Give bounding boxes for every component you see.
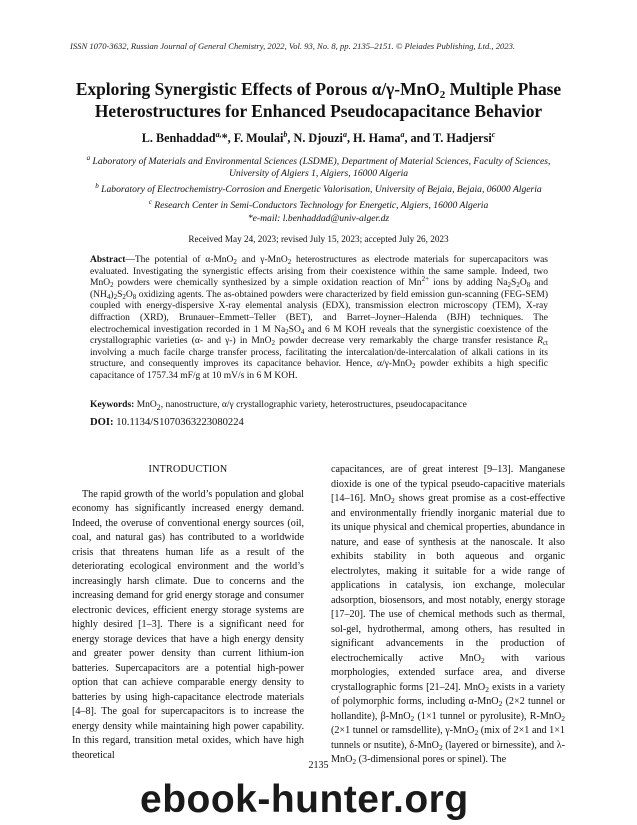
- author-affil-mark: b: [283, 130, 288, 139]
- affiliation-text: Research Center in Semi-Conductors Technology for Energetic, Algiers, 16000 Algeria: [154, 200, 489, 212]
- page-number: 2135: [308, 760, 329, 771]
- affiliation-a-line2: University of Algiers 1, Algiers, 16000 Algeria: [228, 168, 409, 180]
- abstract: [90, 255, 548, 383]
- abstract-text: powder decrease very remarkably the charge transfer resistance: [274, 336, 538, 347]
- abstract-text: powder exhibits a high specific capacitance of 1757.34 mF/g at 10 mV/s in 6 M KOH.: [90, 359, 548, 381]
- abstract-text: and 6 M KOH reveals that the synergistic coexistence of the crystallographic varieties (α- and γ-) in MnO: [90, 324, 548, 347]
- abstract-text: ions by adding Na: [429, 278, 508, 289]
- watermark: ebook-hunter.org: [140, 778, 469, 821]
- author-affil-mark: c: [491, 130, 496, 139]
- subscript: 2: [485, 684, 489, 694]
- abstract-text: —The potential of α-MnO: [125, 255, 234, 265]
- affiliation-mark: c: [148, 198, 152, 207]
- abstract-text: involving a much facile charge transfer process, facilitating the intercalation/de-intercalation of alkali cations in its structure, and consequently improves its capacitance behavior. Hence, α/γ-MnO: [90, 347, 548, 370]
- subscript: 2: [438, 742, 443, 752]
- subscript: 2: [412, 362, 416, 371]
- received-dates: Received May 24, 2023; revised July 15, 2023; accepted July 26, 2023: [188, 234, 449, 244]
- affiliation-text: Laboratory of Materials and Environmental Sciences (LSDME), Department of Material Sciences, Faculty of Sciences,: [92, 156, 551, 168]
- subscript: 2: [474, 728, 479, 737]
- title-subscript: 2: [439, 89, 446, 101]
- abstract-text: SO: [288, 324, 301, 335]
- body-text: capacitances, are of great interest [9–13]. Manganese dioxide is one of the typical pseudo-capacitive materials [14–16]. MnO: [331, 464, 565, 504]
- left-column: [72, 463, 304, 763]
- affiliation-c: [50, 196, 587, 212]
- author-separator: , and: [404, 131, 434, 146]
- abstract-text: S: [511, 278, 517, 289]
- abstract-text: powders were chemically synthesized by a simple oxidation reaction of Mn: [113, 278, 422, 289]
- subscript: 2: [498, 699, 503, 708]
- body-text: (layered or birnessite), and λ-MnO: [331, 739, 565, 765]
- subscript: 2: [287, 258, 292, 266]
- subscript: 2: [156, 402, 161, 412]
- abstract-text: oxidizing agents. The as-obtained powders were characterized by field emission gun-scanning (FEG-SEM) coupled with energy-dispersive X-ray elemental analysis (EDX), transmission electron microscopy (TEM), X-ray diffraction (XRD), Brunauer–Emmett–Teller (BET), and Barret–Joyner–Halenda (BJH) techniques. The electrochemical investigation recorded in 1 M Na: [90, 289, 548, 335]
- rct-symbol: R: [537, 336, 543, 347]
- subscript: 2: [352, 757, 357, 766]
- body-text: with various morphologies, extended surface area, and diverse crystallographic forms [21–24]. MnO: [331, 652, 565, 693]
- corresponding-email: *e-mail: l.benhaddad@univ-alger.dz: [247, 212, 390, 224]
- affiliation-mark: a: [86, 154, 91, 162]
- author-name: H. Hama: [353, 131, 401, 146]
- subscript: 2: [122, 292, 126, 301]
- author-name: N. Djouzi: [293, 131, 343, 146]
- right-column: [331, 463, 565, 768]
- introduction-heading: INTRODUCTION: [148, 464, 228, 475]
- author-list: [40, 127, 597, 146]
- body-paragraph: [72, 488, 304, 764]
- affiliation-block: [50, 152, 587, 225]
- superscript: 2+: [421, 275, 430, 284]
- abstract-text: and γ-MnO: [236, 255, 288, 265]
- title-line1-b: Multiple Phase: [445, 79, 562, 99]
- author-name: F. Moulai: [233, 131, 284, 146]
- abstract-label: Abstract: [90, 255, 126, 265]
- subscript: 2: [110, 281, 114, 290]
- body-text: (mix of 2×1 and 1×1 tunnels or nsutite), δ-MnO: [331, 725, 565, 751]
- body-text: (3-dimensional pores or spinel). The: [356, 754, 507, 765]
- subscript: 2: [561, 713, 565, 723]
- subscript: 2: [391, 496, 395, 505]
- affiliation-mark: b: [95, 182, 99, 191]
- subscript: 2: [480, 655, 485, 665]
- subscript: 4: [106, 292, 111, 301]
- doi: [90, 416, 548, 429]
- title-line2: Heterostructures for Enhanced Pseudocapacitance Behavior: [94, 101, 543, 121]
- subscript: 2: [113, 292, 118, 301]
- keywords-text: , nanostructure, α/γ crystallographic variety, heterostructures, pseudocapacitance: [160, 400, 467, 410]
- abstract-text: S: [117, 289, 123, 300]
- body-text: (1×1 tunnel or pyrolusite), R-MnO: [414, 710, 562, 722]
- subscript: ct: [542, 339, 549, 348]
- subscript: 2: [271, 339, 275, 348]
- keywords-label: Keywords:: [90, 400, 135, 410]
- author-separator: ,: [346, 131, 354, 146]
- body-text: (2×2 tunnel or hollandite), β-MnO: [331, 696, 565, 722]
- abstract-text: ): [110, 289, 114, 300]
- doi-label: DOI:: [90, 417, 114, 428]
- subscript: 4: [300, 327, 305, 336]
- subscript: 2: [233, 258, 237, 266]
- title-line1-a: Exploring Synergistic Effects of Porous α/γ-MnO: [75, 79, 440, 99]
- author-separator: ,: [227, 131, 234, 146]
- body-text: (2×1 tunnel or ramsdellite), γ-MnO: [331, 725, 475, 736]
- abstract-text: and (NH: [90, 278, 548, 300]
- paper-title: [40, 78, 597, 122]
- body-text: exists in a variety of polymorphic forms, including α-MnO: [331, 681, 566, 707]
- subscript: 2: [285, 327, 289, 336]
- keywords: [90, 399, 548, 414]
- abstract-text: heterostructures as electrode materials for supercapacitors was evaluated. Investigating the synergistic effects arising from their coexistence within the same sample. Indeed, two MnO: [90, 255, 549, 289]
- author-name: T. Hadjersi: [433, 131, 492, 146]
- subscript: 2: [516, 281, 520, 290]
- subscript: 2: [410, 713, 415, 723]
- author-affil-mark: a,: [215, 130, 222, 139]
- author-affil-mark: a: [342, 130, 347, 139]
- body-text: The rapid growth of the world’s population and global economy has significantly increased energy demand. Indeed, the overuse of conventional energy sources (oil, coal, and natural gas) has contributed to a worldwide crisis that threatens human life as a result of the deteriorating ecological environment and the world’s increasingly harsh climate. Due to concerns and the increasing demand for grid energy storage and consumer electronic devices, efficient energy storage systems are highly desired [1–3]. There is a significant need for energy storage devices that have a high energy density and greater power density than current lithium-ion batteries. Supercapacitors are a potential high-power option that can achieve comparable energy density to batteries by using high-capacitance electrode materials [4–8]. The goal for supercapacitors is to increase the energy density while maintaining high power capability. In this regard, transition metal oxides, which have high theoretical: [72, 488, 304, 761]
- subscript: 8: [132, 292, 137, 301]
- author-separator: ,: [287, 131, 294, 146]
- keywords-text: MnO: [134, 400, 157, 410]
- subscript: 8: [526, 281, 531, 290]
- body-text: shows great promise as a cost-effective and environmentally friendly inorganic material due to its unique physical and chemical properties, abundance in nature, and ease of synthesis at the nanoscale. It also exhibits stability in both aqueous and organic electrolytes, making it suitable for a wide range of applications in catalysis, ion exchange, molecular adsorption, biosensors, and most notably, energy storage [17–20]. The use of chemical methods such as thermal, sol-gel, hydrothermal, among others, has resulted in significant advancements in the production of electrochemically active MnO: [331, 493, 565, 664]
- affiliation-a: [50, 152, 587, 168]
- journal-citation-line: ISSN 1070-3632, Russian Journal of General Chemistry, 2022, Vol. 93, No. 8, pp. 2135–2151. © Pleiades Publishing, Ltd., 2023.: [70, 41, 516, 51]
- abstract-text: O: [125, 289, 133, 300]
- subscript: 2: [507, 281, 512, 290]
- body-paragraph: [331, 463, 565, 768]
- doi-link[interactable]: 10.1134/S1070363223080224: [116, 417, 244, 428]
- affiliation-text: Laboratory of Electrochemistry-Corrosion and Energetic Valorisation, University of Bejaia, Bejaia, 06000 Algeria: [101, 184, 542, 196]
- author-affil-mark: a: [400, 130, 405, 139]
- author-corresponding-mark: *: [221, 131, 228, 146]
- affiliation-b: [50, 180, 587, 196]
- author-name: L. Benhaddad: [141, 131, 216, 146]
- abstract-text: O: [519, 278, 527, 289]
